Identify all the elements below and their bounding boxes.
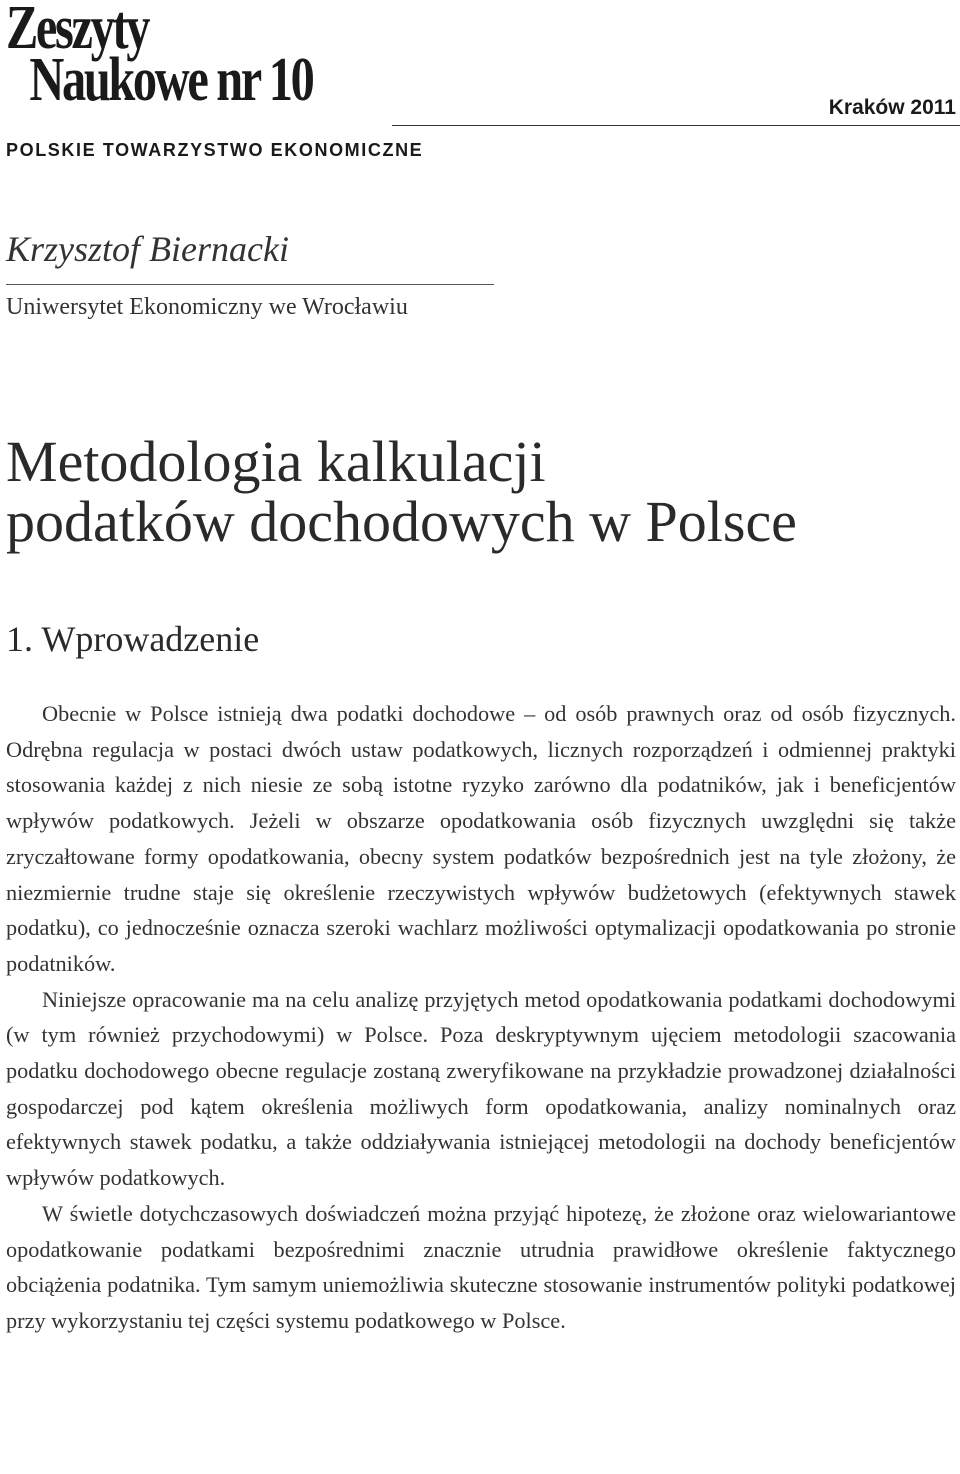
place-year: Kraków 2011: [828, 96, 956, 119]
society-name: POLSKIE TOWARZYSTWO EKONOMICZNE: [6, 140, 424, 160]
paragraph: W świetle dotychczasowych doświadczeń można przyjąć hipotezę, że złożone oraz wielowariantowe opodatkowanie podatkami bezpośrednimi znacznie utrudnia prawidłowe określenie faktycznego obciążenia podatnika. Tym samym uniemożliwia skuteczne stosowanie instrumentów polityki podatkowej przy wykorzystaniu tej części systemu podatkowego w Polsce.: [6, 1200, 956, 1333]
header-rule: [392, 125, 960, 126]
article-title-line1: Metodologia kalkulacji: [6, 429, 546, 494]
article-title: [6, 429, 797, 554]
journal-title-line2: Naukowe nr 10: [29, 46, 313, 114]
section-heading: 1. Wprowadzenie: [6, 619, 260, 659]
author-rule: [6, 284, 494, 285]
article-title-line2: podatków dochodowych w Polsce: [6, 489, 797, 554]
journal-title: [6, 0, 313, 114]
paragraph: Niniejsze opracowanie ma na celu analizę przyjętych metod opodatkowania podatkami dochodowymi (w tym również przychodowymi) w Polsce. Poza deskryptywnym ujęciem metodologii szacowania podatku dochodowego obecne regulacje zostaną zweryfikowane na przykładzie prowadzonej działalności gospodarczej pod kątem określenia możliwych form opodatkowania, analizy nominalnych oraz efektywnych stawek podatku, a także oddziaływania istniejącej metodologii na dochody beneficjentów wpływów podatkowych.: [6, 986, 956, 1191]
author-name: Krzysztof Biernacki: [6, 229, 289, 269]
body-text: [6, 696, 956, 1339]
journal-title-line1: Zeszyty: [6, 0, 149, 62]
paragraph: Obecnie w Polsce istnieją dwa podatki dochodowe – od osób prawnych oraz od osób fizycznych. Odrębna regulacja w postaci dwóch ustaw podatkowych, licznych rozporządzeń i odmiennej praktyki stosowania każdej z nich niesie ze sobą istotne ryzyko zarówno dla podatników, jak i beneficjentów wpływów podatkowych. Jeżeli w obszarze opodatkowania osób fizycznych uwzględni się także zryczałtowane formy opodatkowania, obecny system podatków bezpośrednich jest na tyle złożony, że niezmiernie trudne staje się określenie rzeczywistych wpływów budżetowych (efektywnych stawek podatku), co jednocześnie oznacza szeroki wachlarz możliwości optymalizacji opodatkowania po stronie podatników.: [6, 701, 956, 976]
author-affiliation: Uniwersytet Ekonomiczny we Wrocławiu: [6, 294, 408, 320]
